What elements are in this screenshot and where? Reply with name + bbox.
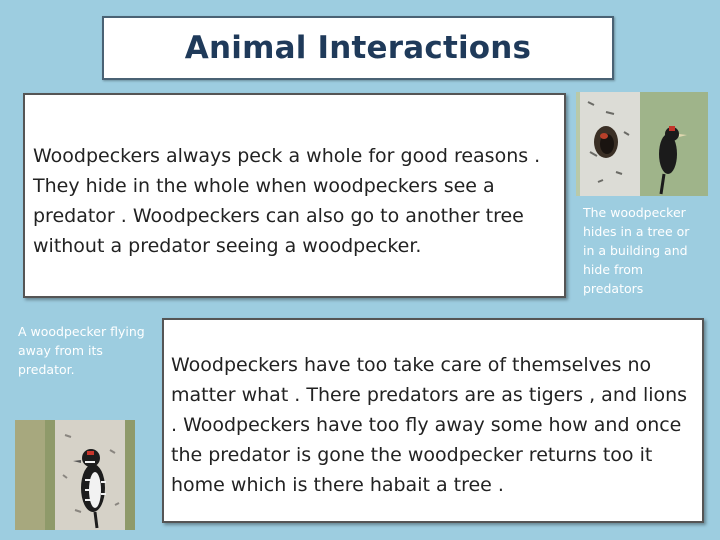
woodpecker-tree-hole-photo [576, 92, 708, 196]
paragraph-predators: Woodpeckers have too take care of themselves no matter what . There predators are as tigers , and lions . Woodpeckers have too fly away some how and once the predator is gone the woodpecker returns too it home which is there habait a tree . [171, 354, 688, 496]
woodpecker-tree-hole-illustration [576, 92, 708, 196]
downy-woodpecker-photo [15, 420, 135, 530]
paragraph-box-predators [162, 318, 704, 523]
title-box [102, 16, 614, 80]
paragraph-hiding: Woodpeckers always peck a whole for good reasons . They hide in the whole when woodpeckers see a predator . Woodpeckers can also go to another tree without a predator seeing a woodpecker. [33, 145, 541, 257]
downy-woodpecker-illustration [15, 420, 135, 530]
paragraph-box-hiding [23, 93, 566, 298]
slide-title: Animal Interactions [184, 30, 532, 66]
caption-flying: A woodpecker flying away from its predator. [18, 324, 145, 377]
caption-hiding: The woodpecker hides in a tree or in a building and hide from predators [583, 205, 690, 296]
